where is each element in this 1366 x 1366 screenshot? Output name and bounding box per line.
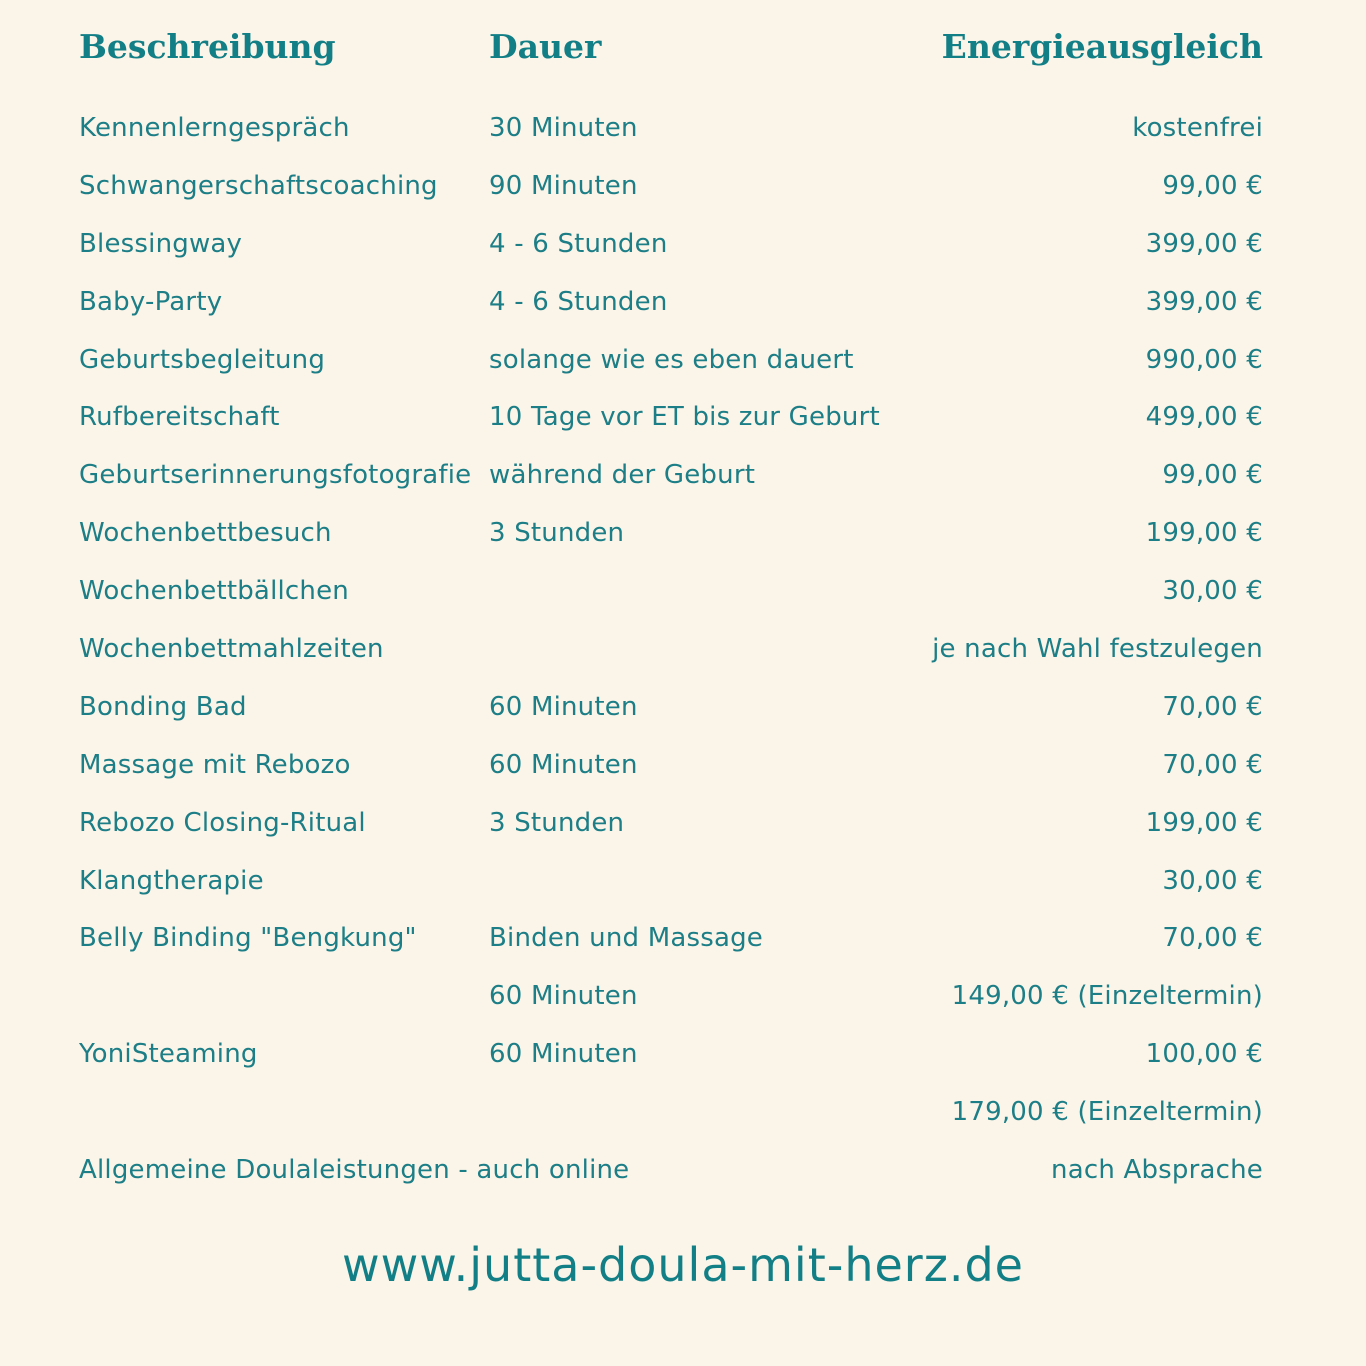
- price-table: [0, 100, 1366, 1200]
- row-description: Belly Binding "Bengkung": [79, 923, 417, 954]
- table-row: [0, 737, 1366, 795]
- table-row: [0, 1084, 1366, 1142]
- row-price: 70,00 €: [1162, 749, 1263, 780]
- table-row: [0, 1026, 1366, 1084]
- row-duration: 30 Minuten: [489, 113, 638, 143]
- row-duration: 4 - 6 Stunden: [489, 286, 668, 317]
- row-description: Blessingway: [79, 228, 243, 259]
- row-price: 99,00 €: [1162, 460, 1263, 491]
- table-row: [0, 447, 1366, 505]
- row-description: Klangtherapie: [79, 865, 264, 896]
- row-price: 70,00 €: [1162, 923, 1263, 954]
- row-duration: 60 Minuten: [489, 691, 638, 722]
- row-duration: 4 - 6 Stunden: [489, 228, 668, 259]
- row-duration: 3 Stunden: [489, 518, 625, 549]
- row-description: YoniSteaming: [79, 1039, 258, 1070]
- row-description: Rufbereitschaft: [79, 402, 280, 433]
- row-description: Bonding Bad: [79, 691, 247, 722]
- table-row: [0, 274, 1366, 332]
- row-description: Allgemeine Doulaleistungen - auch online: [79, 1155, 630, 1186]
- row-duration: 60 Minuten: [489, 749, 638, 780]
- row-price: 399,00 €: [1145, 286, 1263, 317]
- row-price: 990,00 €: [1145, 344, 1263, 375]
- table-header: [0, 22, 1366, 72]
- row-duration: 90 Minuten: [489, 170, 638, 201]
- table-row: [0, 158, 1366, 216]
- row-price: nach Absprache: [1051, 1155, 1263, 1186]
- header-duration: Dauer: [489, 27, 602, 66]
- row-duration: 60 Minuten: [489, 1039, 638, 1070]
- row-price: 70,00 €: [1162, 691, 1263, 722]
- row-description: Wochenbettbällchen: [79, 576, 349, 607]
- row-description: Wochenbettmahlzeiten: [79, 634, 384, 665]
- row-duration: Binden und Massage: [489, 923, 763, 954]
- header-price: Energieausgleich: [941, 27, 1263, 66]
- row-price: kostenfrei: [1132, 113, 1263, 143]
- row-price: 499,00 €: [1145, 402, 1263, 433]
- table-row: [0, 853, 1366, 911]
- table-row: [0, 679, 1366, 737]
- table-row: [0, 505, 1366, 563]
- table-row: [0, 1142, 1366, 1200]
- row-price: 179,00 € (Einzeltermin): [951, 1097, 1263, 1128]
- row-description: Geburtserinnerungsfotografie: [79, 460, 472, 491]
- row-duration: während der Geburt: [489, 460, 756, 491]
- row-price: 199,00 €: [1145, 518, 1263, 549]
- table-row: [0, 332, 1366, 390]
- row-price: 149,00 € (Einzeltermin): [951, 981, 1263, 1012]
- table-row: [0, 100, 1366, 158]
- row-price: je nach Wahl festzulegen: [932, 634, 1263, 665]
- row-description: Rebozo Closing-Ritual: [79, 807, 366, 838]
- row-duration: 10 Tage vor ET bis zur Geburt: [489, 402, 880, 433]
- table-row: [0, 563, 1366, 621]
- row-description: Massage mit Rebozo: [79, 749, 351, 780]
- row-price: 399,00 €: [1145, 228, 1263, 259]
- table-row: [0, 968, 1366, 1026]
- row-price: 30,00 €: [1162, 576, 1263, 607]
- row-price: 99,00 €: [1162, 170, 1263, 201]
- row-duration: 3 Stunden: [489, 807, 625, 838]
- row-description: Geburtsbegleitung: [79, 344, 326, 375]
- table-row: [0, 910, 1366, 968]
- row-duration: 60 Minuten: [489, 981, 638, 1012]
- row-price: 100,00 €: [1145, 1039, 1263, 1070]
- table-row: [0, 795, 1366, 853]
- table-row: [0, 389, 1366, 447]
- row-duration: solange wie es eben dauert: [489, 344, 854, 375]
- row-description: Wochenbettbesuch: [79, 518, 332, 549]
- table-row: [0, 621, 1366, 679]
- table-row: [0, 216, 1366, 274]
- row-description: Schwangerschaftscoaching: [79, 170, 438, 201]
- header-description: Beschreibung: [79, 27, 336, 66]
- website-url[interactable]: www.jutta-doula-mit-herz.de: [342, 1238, 1024, 1292]
- row-description: Kennenlerngespräch: [79, 113, 350, 143]
- row-price: 30,00 €: [1162, 865, 1263, 896]
- row-price: 199,00 €: [1145, 807, 1263, 838]
- row-description: Baby-Party: [79, 286, 223, 317]
